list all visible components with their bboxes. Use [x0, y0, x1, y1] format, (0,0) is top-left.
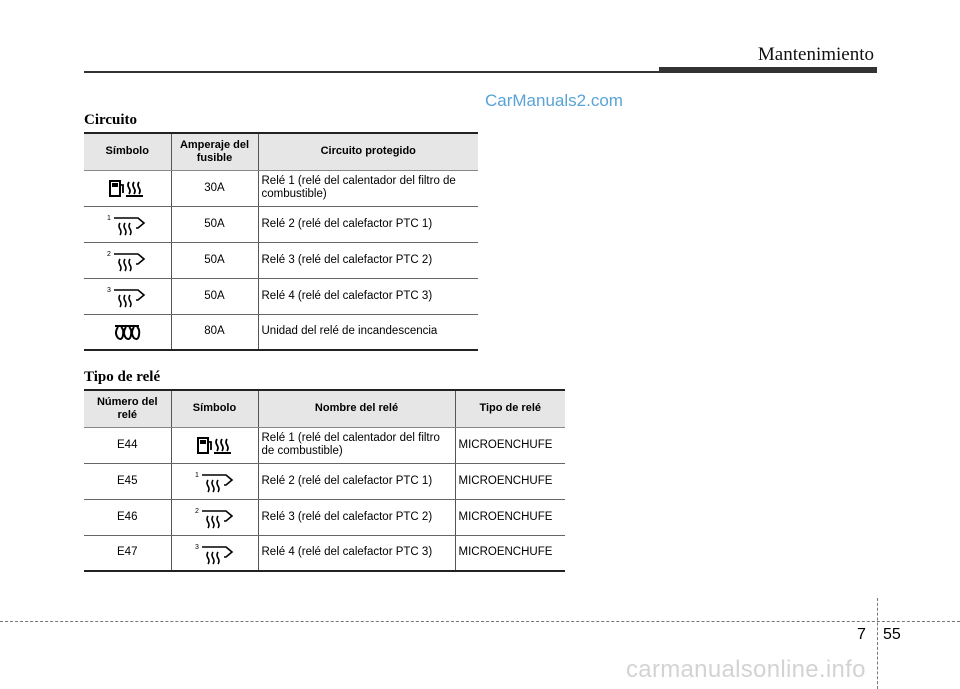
- fuel-filter-heater-icon: [107, 177, 147, 199]
- relay-name-cell: Relé 3 (relé del calefactor PTC 2): [258, 499, 455, 535]
- relay-number-cell: E45: [84, 463, 171, 499]
- amperage-cell: 50A: [171, 278, 258, 314]
- icon-number: 3: [194, 543, 199, 551]
- amperage-cell: 50A: [171, 242, 258, 278]
- ptc-heater-1-icon: [106, 212, 148, 236]
- symbol-cell: [84, 242, 171, 278]
- table-row: [84, 427, 565, 463]
- relay-name-cell: Relé 2 (relé del calefactor PTC 1): [258, 463, 455, 499]
- table-row: [84, 242, 478, 278]
- circuit-cell: Relé 1 (relé del calentador del filtro de combustible): [258, 170, 478, 206]
- relay-number-cell: E47: [84, 535, 171, 571]
- relay-table: [84, 389, 565, 572]
- col-header-amperage: Amperaje del fusible: [171, 133, 258, 170]
- table-row: [84, 499, 565, 535]
- glow-plug-icon: [109, 321, 145, 343]
- table-row: [84, 278, 478, 314]
- relay-type-cell: MICROENCHUFE: [455, 535, 565, 571]
- page-number: 55: [883, 626, 901, 643]
- amperage-cell: 30A: [171, 170, 258, 206]
- ptc-heater-3-icon: [194, 541, 236, 565]
- header-rule: [84, 71, 659, 73]
- col-header-symbol: Símbolo: [171, 390, 258, 427]
- circuit-section-title: Circuito: [84, 112, 138, 128]
- circuit-table: [84, 132, 478, 351]
- symbol-cell: [171, 427, 258, 463]
- footer-watermark: carmanualsonline.info: [626, 656, 866, 683]
- col-header-circuit: Circuito protegido: [258, 133, 478, 170]
- relay-type-cell: MICROENCHUFE: [455, 499, 565, 535]
- circuit-cell: Relé 4 (relé del calefactor PTC 3): [258, 278, 478, 314]
- relay-number-cell: E44: [84, 427, 171, 463]
- ptc-heater-1-icon: [194, 469, 236, 493]
- symbol-cell: [84, 170, 171, 206]
- ptc-heater-2-icon: [106, 248, 148, 272]
- relay-name-cell: Relé 4 (relé del calefactor PTC 3): [258, 535, 455, 571]
- col-header-number: Número del relé: [84, 390, 171, 427]
- symbol-cell: [84, 206, 171, 242]
- table-row: [84, 206, 478, 242]
- footer-divider: [0, 621, 960, 622]
- col-header-name: Nombre del relé: [258, 390, 455, 427]
- col-header-type: Tipo de relé: [455, 390, 565, 427]
- icon-number: 3: [107, 287, 112, 294]
- relay-type-cell: MICROENCHUFE: [455, 463, 565, 499]
- amperage-cell: 80A: [171, 314, 258, 350]
- relay-section-title: Tipo de relé: [84, 369, 161, 385]
- table-row: [84, 463, 565, 499]
- icon-number: 1: [107, 215, 112, 222]
- symbol-cell: [84, 278, 171, 314]
- footer-page-divider: [877, 598, 878, 689]
- table-row: [84, 170, 478, 206]
- relay-number-cell: E46: [84, 499, 171, 535]
- watermark: CarManuals2.com: [485, 91, 623, 110]
- fuel-filter-heater-icon: [195, 434, 235, 456]
- relay-type-cell: MICROENCHUFE: [455, 427, 565, 463]
- ptc-heater-3-icon: [106, 284, 148, 308]
- symbol-cell: [171, 499, 258, 535]
- icon-number: 1: [194, 472, 199, 479]
- header-rule-accent: [659, 67, 877, 73]
- circuit-cell: Relé 2 (relé del calefactor PTC 1): [258, 206, 478, 242]
- circuit-cell: Relé 3 (relé del calefactor PTC 2): [258, 242, 478, 278]
- symbol-cell: [84, 314, 171, 350]
- icon-number: 2: [194, 508, 199, 515]
- symbol-cell: [171, 535, 258, 571]
- icon-number: 2: [107, 251, 112, 258]
- symbol-cell: [171, 463, 258, 499]
- table-row: [84, 314, 478, 350]
- circuit-cell: Unidad del relé de incandescencia: [258, 314, 478, 350]
- relay-name-cell: Relé 1 (relé del calentador del filtro de combustible): [258, 427, 455, 463]
- header-title: Mantenimiento: [757, 44, 874, 65]
- col-header-symbol: Símbolo: [84, 133, 171, 170]
- amperage-cell: 50A: [171, 206, 258, 242]
- chapter-number: 7: [857, 626, 866, 643]
- ptc-heater-2-icon: [194, 505, 236, 529]
- table-row: [84, 535, 565, 571]
